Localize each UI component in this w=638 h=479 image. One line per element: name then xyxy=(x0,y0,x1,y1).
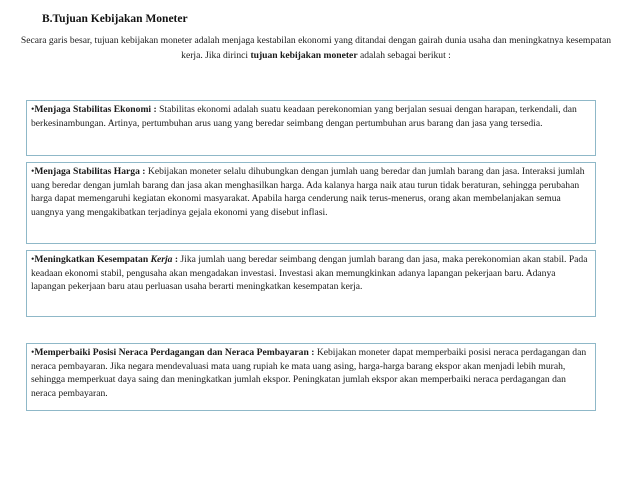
goal-heading-pre: Meningkatkan Kesempatan xyxy=(34,254,151,265)
bullet: • xyxy=(31,166,35,177)
goal-body: Kebijakan moneter dapat memperbaiki posisi neraca perdagangan dan neraca pembayaran. Jika negara mendevaluasi mata uang rupiah ke mata uang asing, harga-harga barang ekspor akan menjadi lebih murah, sehingga memperkuat daya saing dan meningkatkan jumlah ekspor. Peningkatan jumlah ekspor akan memperbaiki neraca perdagangan dan neraca pembayaran. xyxy=(31,347,587,399)
bullet: • xyxy=(31,104,35,115)
goal-box-economic-stability xyxy=(26,100,596,156)
goal-body: Kebijakan moneter selalu dihubungkan dengan jumlah uang beredar dan jumlah barang dan jasa. Interaksi jumlah uang beredar dengan jumlah barang dan jasa akan menghasilkan harga. Ada kalanya harga naik atau turun tidak beraturan, sehingga perubahan harga dapat memengaruhi kegiatan ekonomi masyarakat. Apabila harga cenderung naik terus-menerus, orang akan membelanjakan semua uangnya yang mengakibatkan terjadinya gejala ekonomi yang disebut inflasi. xyxy=(31,166,585,218)
intro-paragraph xyxy=(10,34,622,63)
intro-text-before: Secara garis besar, tujuan kebijakan moneter adalah menjaga kestabilan ekonomi yang ditandai dengan gairah dunia usaha dan meningkatnya kesempatan kerja. Jika dirinci xyxy=(20,35,612,61)
goal-heading-italic: Kerja xyxy=(150,254,173,265)
bullet: • xyxy=(31,347,35,358)
goal-heading: Memperbaiki Posisi Neraca Perdagangan dan Neraca Pembayaran : xyxy=(34,347,315,358)
goal-body: Stabilitas ekonomi adalah suatu keadaan perekonomian yang berjalan sesuai dengan harapan, terkendali, dan berkesinambungan. Artinya, pertumbuhan arus uang yang beredar seimbang dengan pertumbuhan arus barang dan jasa yang tersedia. xyxy=(31,104,577,129)
goal-heading xyxy=(34,254,178,265)
goal-box-price-stability xyxy=(26,162,596,244)
goal-body: Jika jumlah uang beredar seimbang dengan jumlah barang dan jasa, maka perekonomian akan stabil. Pada keadaan ekonomi stabil, pengusaha akan mengadakan investasi. Investasi akan memungkinkan adanya lapangan pekerjaan baru. Adanya lapangan pekerjaan baru atau perluasan usaha berarti meningkatkan kesempatan kerja. xyxy=(31,254,588,292)
goal-box-employment xyxy=(26,250,596,317)
section-title: B.Tujuan Kebijakan Moneter xyxy=(42,13,188,25)
goal-heading-post: : xyxy=(172,254,179,265)
intro-bold: tujuan kebijakan moneter xyxy=(250,49,358,61)
goal-heading: Menjaga Stabilitas Ekonomi : xyxy=(34,104,157,115)
goal-box-trade-balance xyxy=(26,343,596,411)
bullet: • xyxy=(31,254,35,265)
intro-text-after: adalah sebagai berikut : xyxy=(357,49,451,61)
goal-heading: Menjaga Stabilitas Harga : xyxy=(34,166,146,177)
